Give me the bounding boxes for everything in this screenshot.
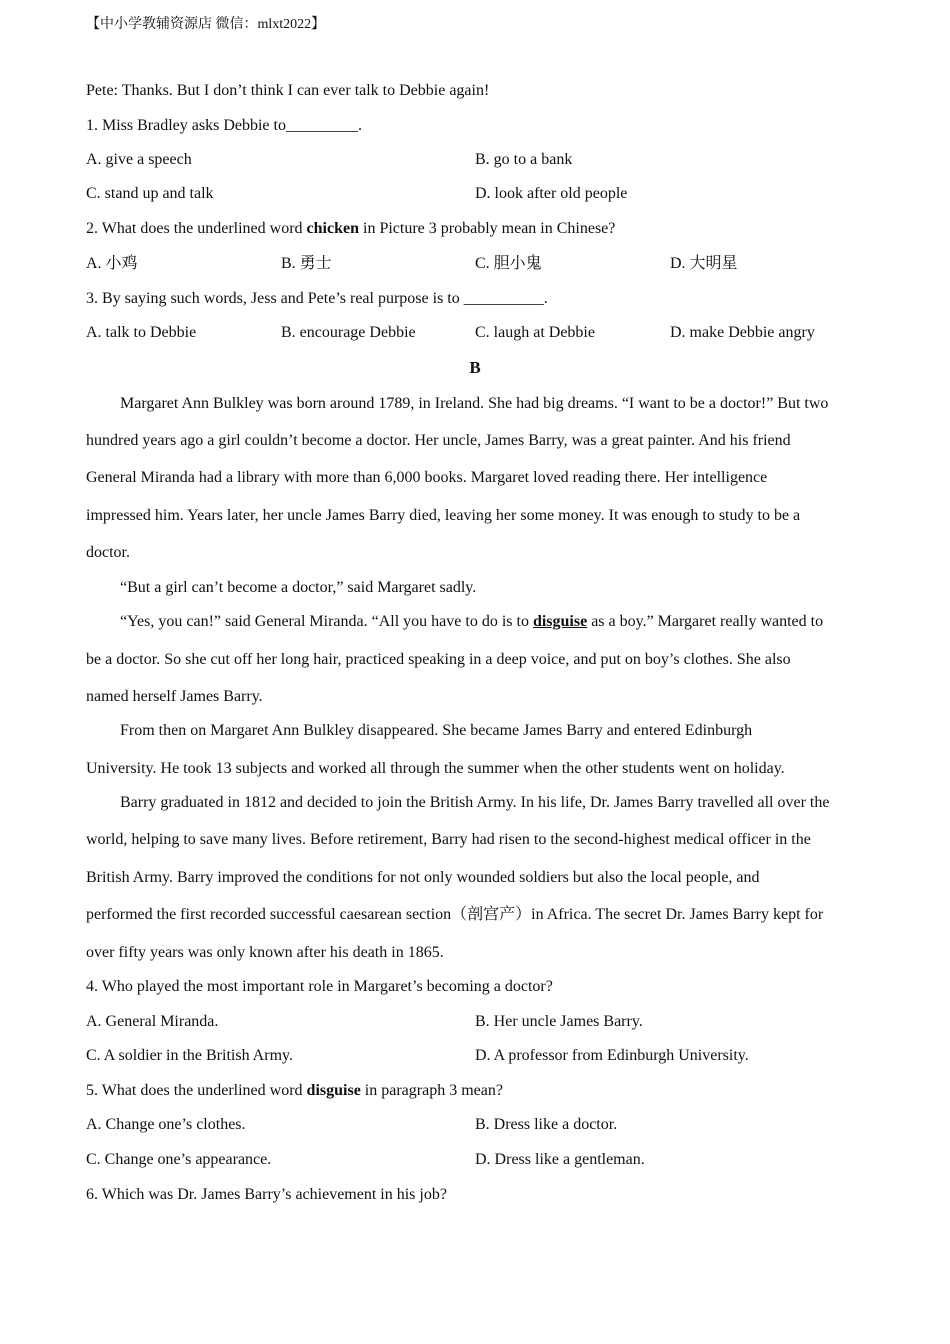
passage-p1-line-4: impressed him. Years later, her uncle James Barry died, leaving her some money. It was enough to study to be a: [86, 507, 801, 524]
question-3-stem: 3. By saying such words, Jess and Pete’s real purpose is to __________.: [86, 290, 548, 307]
q4-option-b: B. Her uncle James Barry.: [475, 1013, 643, 1030]
disguise-underlined-word: disguise: [532, 613, 588, 630]
page-header-watermark: 【中小学教辅资源店 微信：mlxt2022】: [86, 17, 326, 32]
passage-p4-line-1: From then on Margaret Ann Bulkley disappeared. She became James Barry and entered Edinburgh: [120, 722, 753, 739]
passage-p5-line-2: world, helping to save many lives. Before retirement, Barry had risen to the second-highest medical officer in the: [86, 831, 811, 848]
passage-p5-line-1: Barry graduated in 1812 and decided to join the British Army. In his life, Dr. James Barry travelled all over the: [120, 794, 830, 811]
passage-p1-line-3: General Miranda had a library with more than 6,000 books. Margaret loved reading there. Her intelligence: [86, 469, 768, 486]
q5-keyword: disguise: [306, 1082, 361, 1099]
q2-option-d: D. 大明星: [670, 255, 738, 272]
question-2-stem: [86, 219, 615, 239]
passage-p2: “But a girl can’t become a doctor,” said Margaret sadly.: [120, 579, 477, 596]
question-5-stem: [86, 1081, 503, 1101]
passage-p4-line-2: University. He took 13 subjects and worked all through the summer when the other students went on holiday.: [86, 760, 785, 777]
question-4-stem: 4. Who played the most important role in Margaret’s becoming a doctor?: [86, 978, 553, 995]
passage-p3-line-3: named herself James Barry.: [86, 688, 263, 705]
q3-option-a: A. talk to Debbie: [86, 324, 197, 341]
question-1-stem: 1. Miss Bradley asks Debbie to_________.: [86, 117, 362, 134]
q1-option-b: B. go to a bank: [475, 151, 573, 168]
q2-option-a: A. 小鸡: [86, 255, 138, 272]
q3-option-b: B. encourage Debbie: [281, 324, 416, 341]
q5-option-c: C. Change one’s appearance.: [86, 1151, 272, 1168]
section-b-title: B: [469, 358, 481, 377]
dialogue-line: Pete: Thanks. But I don’t think I can ever talk to Debbie again!: [86, 82, 490, 99]
passage-p5-line-4: performed the first recorded successful caesarean section（剖宫产）in Africa. The secret Dr. James Barry kept for: [86, 906, 824, 923]
question-6-stem: 6. Which was Dr. James Barry’s achievement in his job?: [86, 1186, 447, 1203]
q2-stem-prefix: 2. What does the underlined word: [86, 220, 307, 237]
p3-prefix: “Yes, you can!” said General Miranda. “All you have to do is to: [120, 613, 533, 630]
q3-option-c: C. laugh at Debbie: [475, 324, 595, 341]
q5-option-d: D. Dress like a gentleman.: [475, 1151, 645, 1168]
q3-option-d: D. make Debbie angry: [670, 324, 815, 341]
passage-p3-line-1: [86, 612, 900, 632]
passage-p5-line-3: British Army. Barry improved the conditions for not only wounded soldiers but also the local people, and: [86, 869, 760, 886]
q2-option-b: B. 勇士: [281, 255, 332, 272]
passage-p1-line-2: hundred years ago a girl couldn’t become a doctor. Her uncle, James Barry, was a great painter. And his friend: [86, 432, 791, 449]
q4-option-c: C. A soldier in the British Army.: [86, 1047, 293, 1064]
passage-p1-line-1: Margaret Ann Bulkley was born around 1789, in Ireland. She had big dreams. “I want to be a doctor!” But two: [120, 395, 829, 412]
q4-option-d: D. A professor from Edinburgh University.: [475, 1047, 749, 1064]
q5-option-a: A. Change one’s clothes.: [86, 1116, 246, 1133]
q1-option-c: C. stand up and talk: [86, 185, 214, 202]
q1-option-a: A. give a speech: [86, 151, 192, 168]
q5-option-b: B. Dress like a doctor.: [475, 1116, 618, 1133]
q2-keyword: chicken: [306, 220, 359, 237]
passage-p5-line-5: over fifty years was only known after his death in 1865.: [86, 944, 444, 961]
passage-p3-line-2: be a doctor. So she cut off her long hair, practiced speaking in a deep voice, and put on boy’s clothes. She also: [86, 651, 791, 668]
passage-p1-line-5: doctor.: [86, 544, 130, 561]
q5-stem-prefix: 5. What does the underlined word: [86, 1082, 307, 1099]
q5-stem-suffix: in paragraph 3 mean?: [360, 1082, 503, 1099]
p3-suffix: as a boy.” Margaret really wanted to: [587, 613, 824, 630]
q4-option-a: A. General Miranda.: [86, 1013, 219, 1030]
q2-option-c: C. 胆小鬼: [475, 255, 542, 272]
q2-stem-suffix: in Picture 3 probably mean in Chinese?: [359, 220, 616, 237]
q1-option-d: D. look after old people: [475, 185, 628, 202]
